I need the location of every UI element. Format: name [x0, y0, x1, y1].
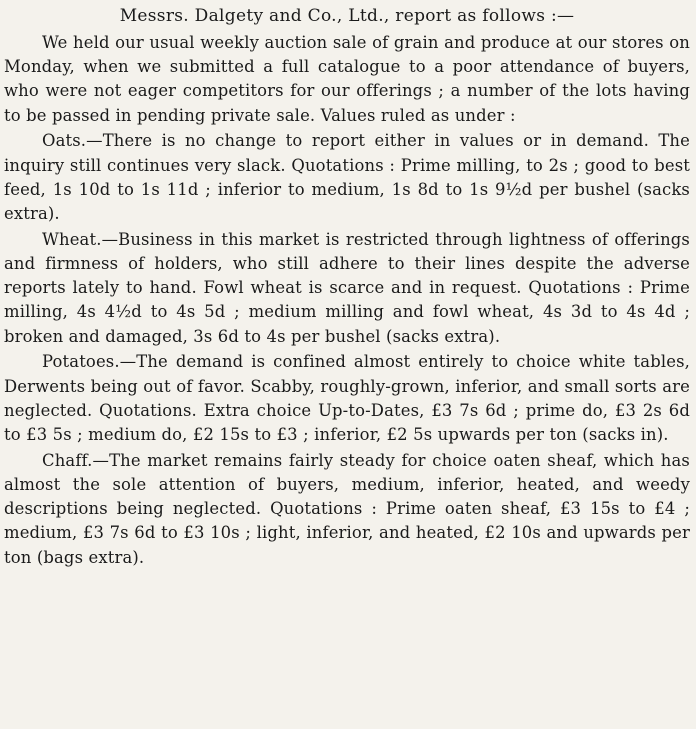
report-heading: Messrs. Dalgety and Co., Ltd., report as follows :—: [119, 6, 575, 26]
chaff-paragraph: [4, 449, 690, 570]
chaff-term: Chaff.: [42, 450, 93, 470]
potatoes-text: —The demand is confined almost entirely to choice white tables, Derwents being out of favor. Scabby, roughly-grown, inferior, and small sorts are neglected. Quotations. Extra choice Up-to-Dates, £3 7s 6d ; prime do, £3 2s 6d to £3 5s ; medium do, £2 15s to £3 ; inferior, £2 5s upwards per ton (sacks in).: [4, 352, 690, 445]
wheat-term: Wheat.: [42, 229, 102, 249]
chaff-text: —The market remains fairly steady for choice oaten sheaf, which has almost the sole attention of buyers, medium, inferior, heated, and weedy descriptions being neglected. Quotations : Prime oaten sheaf, £3 15s to £4 ; medium, £3 7s 6d to £3 10s ; light, inferior, and heated, £2 10s and upwards per ton (bags extra).: [4, 450, 690, 567]
oats-text: —There is no change to report either in values or in demand. The inquiry still continues very slack. Quotations : Prime milling, to 2s ; good to best feed, 1s 10d to 1s 11d ; inferior to medium, 1s 8d to 1s 9½d per bushel (sacks extra).: [4, 131, 690, 224]
oats-term: Oats.: [42, 131, 87, 151]
wheat-paragraph: [4, 228, 690, 349]
oats-paragraph: [4, 129, 690, 226]
wheat-text: —Business in this market is restricted through lightness of offerings and firmness of holders, who still adhere to their lines despite the adverse reports lately to hand. Fowl wheat is scarce and in request. Quotations : Prime milling, 4s 4½d to 4s 5d ; medium milling and fowl wheat, 4s 3d to 4s 4d ; broken and damaged, 3s 6d to 4s per bushel (sacks extra).: [4, 229, 690, 346]
potatoes-term: Potatoes.: [42, 352, 120, 372]
intro-paragraph: [4, 31, 690, 128]
potatoes-paragraph: [4, 350, 690, 447]
intro-text: We held our usual weekly auction sale of grain and produce at our stores on Monday, when we submitted a full catalogue to a poor attendance of buyers, who were not eager competitors for our offerings ; a number of the lots having to be passed in pending private sale. Values ruled as under :: [4, 33, 690, 125]
